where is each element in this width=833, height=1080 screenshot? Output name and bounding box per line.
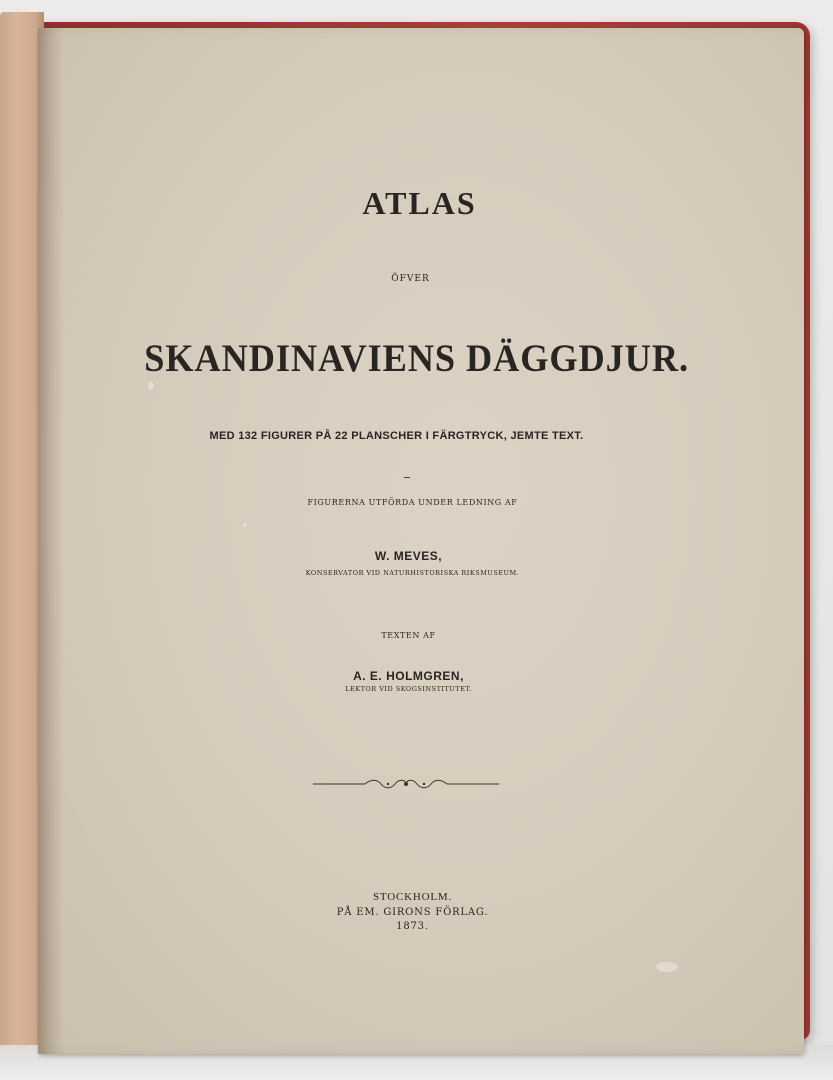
subtitle: MED 132 FIGURER PÅ 22 PLANSCHER I FÄRGTRYCK, JEMTE TEXT. [209, 430, 584, 442]
ofver-word: ÖFVER [391, 274, 430, 284]
divider-dash [404, 477, 410, 478]
author-name: A. E. HOLMGREN, [353, 669, 464, 683]
paper-speck [656, 962, 678, 972]
paper-speck [148, 382, 154, 390]
imprint-year: 1873. [396, 921, 429, 932]
main-title: SKANDINAVIENS DÄGGDJUR. [144, 337, 689, 380]
imprint-city: STOCKHOLM. [372, 891, 452, 903]
illustrator-name: W. MEVES, [374, 549, 443, 563]
author-role: LEKTOR VID SKOGSINSTITUTET. [345, 685, 472, 693]
figures-credit: FIGURERNA UTFÖRDA UNDER LEDNING AF [307, 498, 518, 507]
imprint-publisher: PÅ EM. GIRONS FÖRLAG. [336, 907, 489, 918]
text-credit: TEXTEN AF [381, 631, 436, 640]
ornamental-rule-icon [313, 775, 499, 793]
illustrator-role: KONSERVATOR VID NATURHISTORISKA RIKSMUSEUM. [305, 569, 520, 577]
paper-speck [243, 523, 247, 527]
atlas-heading: ATLAS [362, 185, 477, 221]
